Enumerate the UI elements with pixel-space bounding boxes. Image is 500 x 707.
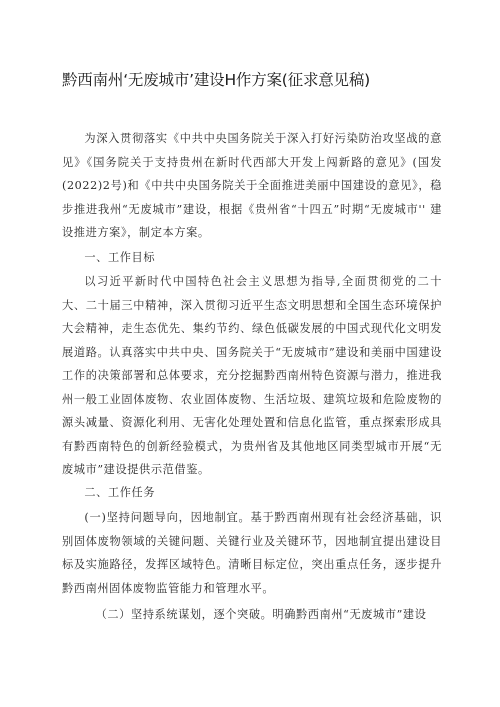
document-title: 黔西南州‘无废城市’建设H作方案(征求意见稿)	[62, 71, 371, 89]
task-paragraph-2: （二）坚持系统谋划，逐个突破。明确黔西南州“无废城市”建设	[95, 608, 427, 621]
goals-paragraph: 以习近平新时代中国特色社会主义思想为指导,全面贯彻党的二十大、二十届三中精神，深入贯彻习近平生态文明思想和全国生态环境保护大会精神，走生态优先、集约节约、绿色低碳发展的中国式现代化文明发展道路。认真落实中共中央、国务院关于“无废城市”建设和美丽中国建设工作的决策部署和总体要求，充分挖掘黔西南州特色资源与潜力，推进我州一般工业固体废物、农业固体废物、生活垃圾、建筑垃圾和危险废物的源头减量、资源化利用、无害化处理处置和信息化监管，重点探索形成具有黔西南特色的创新经验模式，为贵州省及其他地区同类型城市开展“无废城市”建设提供示范借鉴。	[62, 275, 442, 476]
intro-paragraph: 为深入贯彻落实《中共中央国务院关于深入打好污染防治攻坚战的意见》《国务院关于支持贵州在新时代西部大开发上闯新路的意见》(国发(2022)2号)和《中共中央国务院关于全面推进美丽中国建设的意见》，稳步推进我州“无废城市”建设，根据《贵州省“十四五”时期“无废城市'' 建设推进方案》，制定本方案。	[62, 132, 442, 239]
section-heading-goals: 一、工作目标	[84, 251, 156, 264]
task-paragraph-1: (一)坚持问题导向，因地制宜。基于黔西南州现有社会经济基础，识别固体废物领域的关键问题、关键行业及关键环节，因地制宜提出建设目标及实施路径，发挥区域特色。清晰目标定位，突出重点任务，逐步提升黔西南州固体废物监管能力和管理水平。	[62, 511, 442, 595]
section-heading-tasks: 二、工作任务	[84, 486, 156, 499]
